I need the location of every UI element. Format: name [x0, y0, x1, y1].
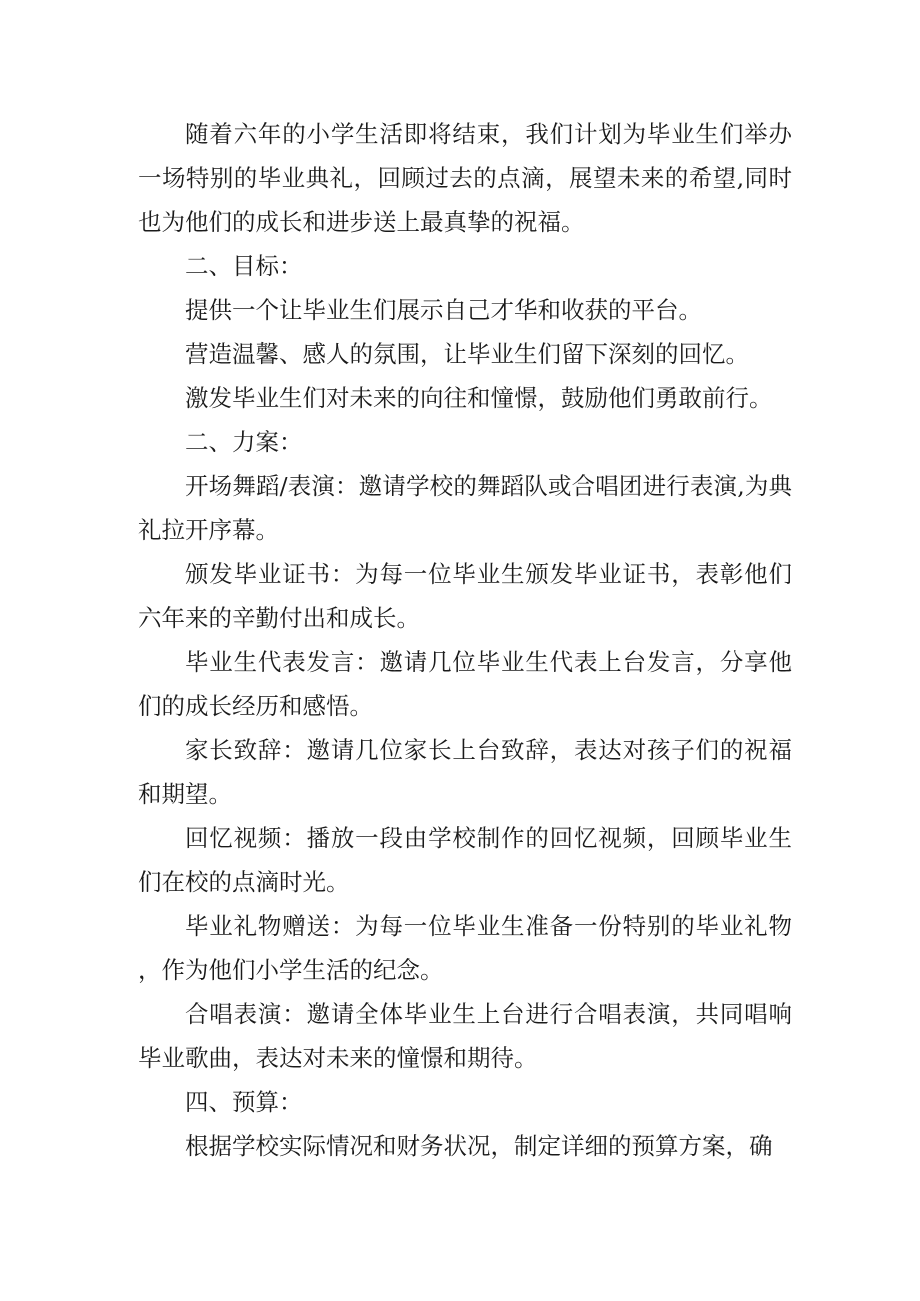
plan-item: 开场舞蹈/表演：邀请学校的舞蹈队或合唱团进行表演,为典礼拉开序幕。: [138, 472, 792, 544]
section-heading-budget: 四、预算：: [185, 1088, 303, 1116]
plan-item: 回忆视频：播放一段由学校制作的回忆视频，回顾毕业生们在校的点滴时光。: [138, 824, 792, 896]
budget-paragraph: 根据学校实际情况和财务状况，制定详细的预算方案，确: [185, 1132, 773, 1160]
plan-item: 颁发毕业证书：为每一位毕业生颁发毕业证书，表彰他们六年来的辛勤付出和成长。: [138, 560, 792, 632]
document-body: [138, 112, 792, 1168]
section-heading-plan: 二、力案：: [185, 428, 303, 456]
plan-item: 毕业生代表发言：邀请几位毕业生代表上台发言，分享他们的成长经历和感悟。: [138, 648, 792, 720]
goal-item: 激发毕业生们对未来的向往和憧憬，鼓励他们勇敢前行。: [185, 384, 773, 412]
intro-paragraph: 随着六年的小学生活即将结束，我们计划为毕业生们举办一场特别的毕业典礼，回顾过去的点滴，展望未来的希望,同时也为他们的成长和进步送上最真挚的祝福。: [138, 120, 792, 236]
section-heading-goals: 二、目标：: [185, 252, 303, 280]
plan-item: 家长致辞：邀请几位家长上台致辞，表达对孩子们的祝福和期望。: [138, 736, 792, 808]
plan-item: 合唱表演：邀请全体毕业生上台进行合唱表演，共同唱响毕业歌曲，表达对未来的憧憬和期待。: [138, 1000, 792, 1072]
plan-item: 毕业礼物赠送：为每一位毕业生准备一份特别的毕业礼物，作为他们小学生活的纪念。: [138, 912, 792, 984]
goal-item: 提供一个让毕业生们展示自己才华和收获的平台。: [185, 296, 702, 324]
goal-item: 营造温馨、感人的氛围，让毕业生们留下深刻的回忆。: [185, 340, 749, 368]
